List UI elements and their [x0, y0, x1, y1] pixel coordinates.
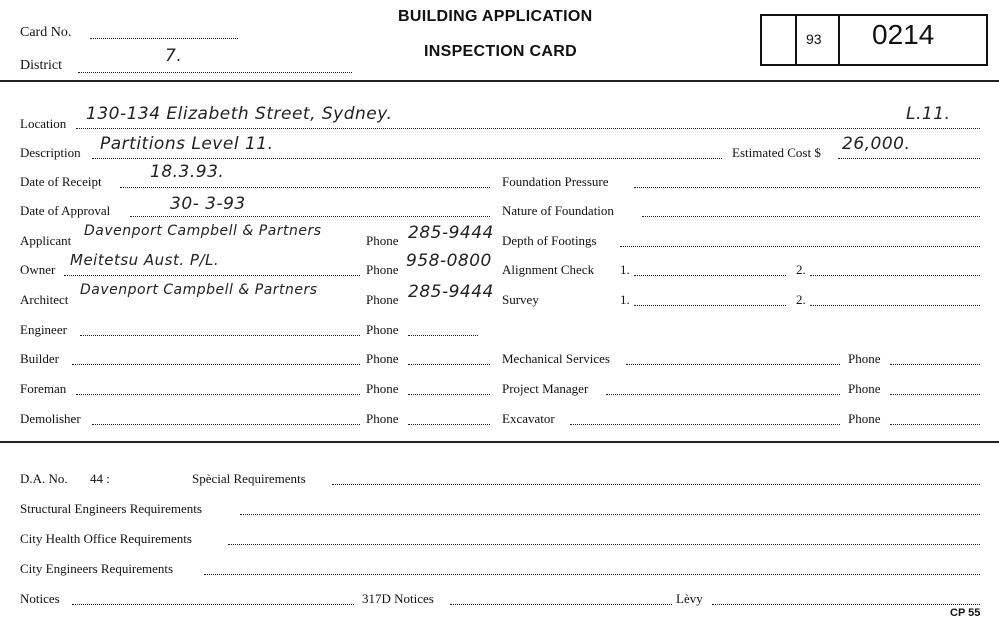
estimated-cost-label: Estimated Cost $ [732, 145, 821, 160]
excavator-phone-field[interactable] [890, 424, 980, 425]
form-subtitle: INSPECTION CARD [424, 43, 577, 60]
owner-label: Owner [20, 262, 56, 277]
demolisher-field[interactable] [92, 424, 360, 425]
builder-phone-label: Phone [366, 351, 399, 366]
year-code: 93 [806, 31, 822, 47]
excavator-phone-label: Phone [848, 411, 881, 426]
mechanical-field[interactable] [626, 364, 840, 365]
location-value: 130-134 Elizabeth Street, Sydney. [86, 104, 393, 124]
foreman-phone-field[interactable] [408, 394, 490, 395]
applicant-label: Applicant [20, 233, 72, 248]
project-manager-field[interactable] [606, 394, 840, 395]
location-label: Location [20, 116, 67, 131]
da-no-value: 44 : [90, 471, 110, 486]
date-approval-field[interactable] [130, 216, 490, 217]
city-eng-field[interactable] [204, 574, 980, 575]
card-number-divider-2 [838, 14, 840, 64]
project-manager-label: Project Manager [502, 381, 589, 396]
survey-num2: 2. [796, 292, 806, 307]
applicant-phone-value: 285-9444 [408, 223, 494, 243]
excavator-label: Excavator [502, 411, 555, 426]
depth-footings-label: Depth of Footings [502, 233, 597, 248]
description-value: Partitions Level 11. [100, 134, 274, 154]
architect-phone-value: 285-9444 [408, 282, 494, 302]
survey-label: Survey [502, 292, 539, 307]
foundation-pressure-label: Foundation Pressure [502, 174, 609, 189]
alignment-field-1[interactable] [634, 275, 786, 276]
builder-phone-field[interactable] [408, 364, 490, 365]
architect-value: Davenport Campbell & Partners [80, 282, 318, 298]
description-field[interactable] [92, 158, 722, 159]
owner-value: Meitetsu Aust. P/L. [70, 251, 220, 269]
card-no-label: Card No. [20, 25, 72, 40]
special-req-label: Spècial Requirements [192, 471, 306, 486]
date-receipt-field[interactable] [120, 187, 490, 188]
structural-field[interactable] [240, 514, 980, 515]
alignment-field-2[interactable] [810, 275, 980, 276]
nature-foundation-label: Nature of Foundation [502, 203, 614, 218]
da-no-label: D.A. No. [20, 471, 68, 486]
district-label: District [20, 58, 62, 73]
survey-num1: 1. [620, 292, 630, 307]
card-no-field[interactable] [90, 38, 238, 39]
demolisher-phone-field[interactable] [408, 424, 490, 425]
foreman-field[interactable] [76, 394, 360, 395]
engineer-label: Engineer [20, 322, 67, 337]
owner-field[interactable] [64, 275, 360, 276]
district-field[interactable] [78, 72, 352, 73]
project-manager-phone-label: Phone [848, 381, 881, 396]
city-eng-label: City Engineers Requirements [20, 561, 174, 576]
alignment-check-label: Alignment Check [502, 262, 595, 277]
demolisher-label: Demolisher [20, 411, 81, 426]
engineer-field[interactable] [80, 335, 360, 336]
special-req-field[interactable] [332, 484, 980, 485]
builder-field[interactable] [72, 364, 360, 365]
date-approval-value: 30- 3-93 [170, 194, 246, 214]
engineer-phone-field[interactable] [408, 335, 478, 336]
district-value: 7. [165, 46, 183, 66]
applicant-phone-label: Phone [366, 233, 399, 248]
card-number-divider-1 [795, 14, 797, 64]
engineer-phone-label: Phone [366, 322, 399, 337]
survey-field-2[interactable] [810, 305, 980, 306]
date-receipt-label: Date of Receipt [20, 174, 102, 189]
demolisher-phone-label: Phone [366, 411, 399, 426]
levy-label: Lèvy [676, 591, 703, 606]
location-level: L.11. [906, 104, 951, 124]
foundation-pressure-field[interactable] [634, 187, 980, 188]
notices-317-field[interactable] [450, 604, 672, 605]
form-title: BUILDING APPLICATION [398, 8, 593, 25]
mechanical-phone-field[interactable] [890, 364, 980, 365]
description-label: Description [20, 145, 81, 160]
builder-label: Builder [20, 351, 59, 366]
architect-phone-label: Phone [366, 292, 399, 307]
alignment-num2: 2. [796, 262, 806, 277]
survey-field-1[interactable] [634, 305, 786, 306]
notices-317-label: 317D Notices [362, 591, 434, 606]
header-rule [0, 80, 999, 82]
estimated-cost-value: 26,000. [842, 134, 911, 154]
date-approval-label: Date of Approval [20, 203, 111, 218]
mechanical-label: Mechanical Services [502, 351, 610, 366]
project-manager-phone-field[interactable] [890, 394, 980, 395]
middle-rule [0, 441, 999, 443]
excavator-field[interactable] [570, 424, 840, 425]
estimated-cost-field[interactable] [838, 158, 980, 159]
health-field[interactable] [228, 544, 980, 545]
nature-foundation-field[interactable] [642, 216, 980, 217]
foreman-label: Foreman [20, 381, 67, 396]
foreman-phone-label: Phone [366, 381, 399, 396]
architect-label: Architect [20, 292, 69, 307]
location-field[interactable] [76, 128, 980, 129]
notices-label: Notices [20, 591, 60, 606]
depth-footings-field[interactable] [620, 246, 980, 247]
owner-phone-value: 958-0800 [406, 251, 492, 271]
owner-phone-label: Phone [366, 262, 399, 277]
form-code: CP 55 [950, 607, 981, 619]
mechanical-phone-label: Phone [848, 351, 881, 366]
structural-label: Structural Engineers Requirements [20, 501, 202, 516]
health-label: City Health Office Requirements [20, 531, 192, 546]
levy-field[interactable] [712, 604, 980, 605]
date-receipt-value: 18.3.93. [150, 162, 225, 182]
notices-field[interactable] [72, 604, 354, 605]
applicant-value: Davenport Campbell & Partners [84, 223, 322, 239]
alignment-num1: 1. [620, 262, 630, 277]
card-number: 0214 [872, 19, 935, 50]
